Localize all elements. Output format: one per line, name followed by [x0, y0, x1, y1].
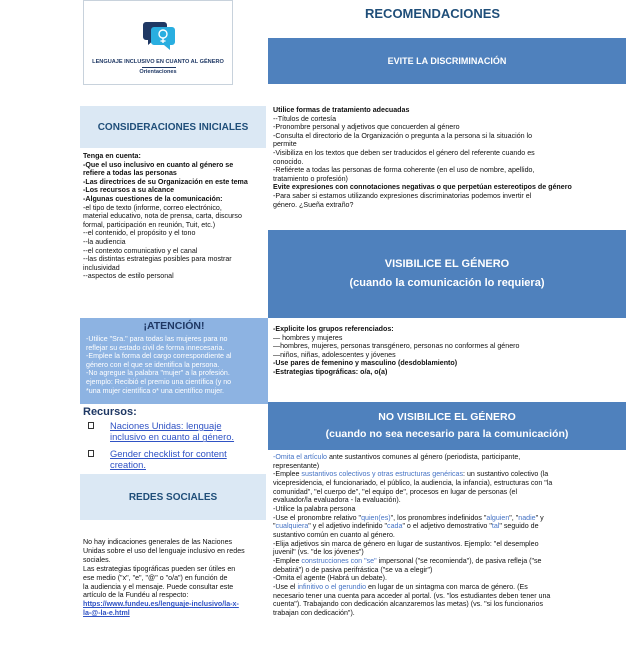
visibilice-subtitle: (cuando la comunicación lo requiera)	[349, 277, 545, 289]
plain-text: ante sustantivos comunes al género (periodista, participante,	[327, 453, 521, 461]
logo	[83, 0, 233, 85]
plain-text: "	[273, 522, 276, 531]
consideraciones-body	[83, 152, 248, 281]
novisibilice-subtitle: (cuando no sea necesario para la comunicación)	[325, 428, 569, 440]
novisibilice-body	[273, 453, 552, 617]
highlight-text: quien(es)	[361, 513, 391, 522]
text-line	[273, 522, 552, 531]
text-line: *una mujer científica o* una científico mujer.	[86, 386, 225, 395]
text-line: -Que el uso inclusivo en cuanto al género se	[83, 160, 234, 169]
fundeu-link[interactable]: la-@-la-e.html	[83, 609, 130, 618]
highlight-text: alguien	[486, 513, 510, 522]
text-line: --las distintas estrategias posibles para mostrar	[83, 255, 232, 264]
text-line: --aspectos de estilo personal	[83, 272, 174, 281]
text-line: refiere a todas las personas	[83, 169, 177, 178]
text-line: —niños, niñas, adolescentes y jóvenes	[273, 350, 396, 359]
text-line: -Pronombre personal y adjetivos que concuerden al género	[273, 123, 460, 132]
text-line	[273, 540, 552, 549]
text-line: artículo de la Fundéu al respecto:	[83, 591, 189, 600]
plain-text: -Emplee	[273, 556, 302, 565]
text-line: género con el que se identifica la persona.	[86, 360, 220, 369]
document-icon	[88, 450, 94, 457]
text-line: --el contexto comunicativo y el canal	[83, 246, 198, 255]
redes-body	[83, 538, 245, 618]
text-line	[273, 496, 552, 505]
text-line: ejemplo: Recibió el premio una científica (y no	[86, 377, 232, 386]
text-line: -Algunas cuestiones de la comunicación:	[83, 194, 223, 203]
redes-header: REDES SOCIALES	[80, 474, 266, 520]
text-line	[273, 548, 552, 557]
plain-text: " y	[535, 513, 544, 522]
plain-text: -Use el pronombre relativo "	[273, 513, 362, 522]
text-line: — hombres y mujeres	[273, 333, 343, 342]
text-line: Las estrategias tipográficas pueden ser útiles en	[83, 564, 236, 573]
logo-subtitle: Orientaciones	[139, 69, 177, 75]
text-line: -Las directrices de su Organización en este tema	[83, 177, 248, 186]
text-line: -Emplee la forma del cargo correspondiente al	[86, 352, 232, 361]
text-line: -Visibiliza en los textos que deben ser traducidos el género del referente cuando es	[273, 148, 535, 157]
plain-text: " seguido de	[499, 522, 539, 531]
text-line: --Títulos de cortesía	[273, 114, 337, 123]
text-line	[273, 531, 552, 540]
highlight-text: -Omita el artículo	[273, 453, 328, 461]
text-line	[273, 574, 552, 583]
plain-text: vicepresidencia, el funcionariado, el público, la audiencia, la infancia), estructuras con "la	[273, 478, 553, 487]
plain-text: " o el adjetivo demostrativo "	[402, 522, 492, 531]
highlight-text: construcciones con "se"	[301, 556, 377, 565]
recursos-title: Recursos:	[83, 406, 137, 418]
plain-text: debatirá") o de pasiva perifrástica ("se va a elegir")	[273, 565, 433, 574]
text-line: Utilice formas de tratamiento adecuadas	[273, 106, 410, 114]
atencion-box	[80, 318, 268, 404]
plain-text: -Omita el agente (Habrá un debate).	[273, 574, 387, 583]
plain-text: ", los pronombres indefinidos "	[390, 513, 487, 522]
evite-header	[268, 38, 626, 84]
text-line	[273, 592, 552, 601]
plain-text: -Utilice la palabra persona	[273, 504, 356, 513]
plain-text: sustantivo común en cuanto al género.	[273, 530, 395, 539]
highlight-text: infinitivo o el gerundio	[297, 582, 367, 591]
text-line: -Para saber si estamos utilizando expresiones discriminatorias podemos invertir el	[273, 191, 532, 200]
plain-text: : un sustantivo colectivo (la	[463, 470, 549, 479]
recurso-link-line: creation.	[110, 459, 146, 471]
evite-title: EVITE LA DISCRIMINACIÓN	[387, 56, 507, 66]
text-line	[273, 462, 552, 471]
text-line: -Use pares de femenino y masculino (desdoblamiento)	[273, 359, 458, 368]
recurso-link-line: Gender checklist for content	[110, 448, 227, 459]
atencion-title: ¡ATENCIÓN!	[143, 320, 205, 332]
text-line	[273, 505, 552, 514]
text-line	[273, 557, 552, 566]
text-line: -Consulta el directorio de la Organización o pregunta a la persona si la situación lo	[273, 131, 533, 140]
text-line	[273, 453, 552, 462]
logo-divider	[142, 67, 176, 68]
atencion-body	[86, 335, 232, 395]
plain-text: -Emplee	[273, 470, 302, 479]
text-line: la audiencia y el mensaje. Puede consultar este	[83, 582, 234, 591]
evite-body	[273, 106, 572, 209]
highlight-text: sustantivos colectivos y otras estructuras genéricas	[301, 470, 464, 479]
text-line	[273, 479, 552, 488]
text-line: -Los recursos a su alcance	[83, 186, 175, 195]
plain-text: impersonal ("se recomienda"), de pasiva refleja ("se	[376, 556, 542, 565]
text-line: -Refiérete a todas las personas de forma coherente (en el uso de nombre, apellido,	[273, 166, 535, 175]
visibilice-body	[273, 325, 519, 377]
plain-text: " y el adjetivo indefinido "	[308, 522, 388, 531]
consideraciones-header: CONSIDERACIONES INICIALES	[80, 106, 266, 148]
plain-text: en lugar de un sintagma con marca de género. (Es	[366, 582, 528, 591]
text-line	[273, 609, 552, 618]
plain-text: trabajan con dedicación").	[273, 608, 355, 617]
text-line: Evite expresiones con connotaciones negativas o que perpetúan estereotipos de género	[273, 183, 572, 192]
text-line	[273, 583, 552, 592]
text-line: -Utilice "Sra." para todas las mujeres para no	[86, 335, 228, 343]
text-line: género. ¿Sueña extraño?	[273, 200, 354, 209]
recurso-link-line: Naciones Unidas: lenguaje	[110, 420, 222, 431]
text-line: reflejar su estado civil de forma innecesaria.	[86, 343, 225, 352]
recurso-link[interactable]	[110, 420, 234, 443]
recurso-link[interactable]	[110, 448, 227, 471]
plain-text: evaluador/la evaluadora - la evaluación).	[273, 496, 401, 505]
recurso-link-line: inclusivo en cuanto al género.	[110, 431, 235, 443]
text-line: formal, participación en reunión, Tuit, etc.)	[83, 220, 216, 229]
highlight-text: cualquiera	[275, 522, 309, 531]
text-line: tratamiento o profesión)	[273, 174, 348, 183]
text-line: Tenga en cuenta:	[83, 152, 141, 160]
plain-text: -Elija adjetivos sin marca de género en lugar de sustantivos. Ejemplo: "el desempleo	[273, 539, 539, 548]
text-line: -No agregue la palabra "mujer" a la profesión.	[86, 369, 230, 378]
plain-text: comunidad", "el cuerpo de", "el equipo de", procesos en lugar de personas (el	[273, 487, 518, 496]
highlight-text: cada	[387, 522, 403, 531]
text-line	[273, 470, 552, 479]
text-line: inclusividad	[83, 263, 120, 272]
document-icon	[88, 422, 94, 429]
chat-bubbles-gender-icon	[142, 18, 176, 54]
novisibilice-header	[268, 402, 626, 450]
text-line: --el contenido, el propósito y el tono	[83, 229, 196, 238]
text-line: Unidas sobre el uso del lenguaje inclusivo en redes	[83, 546, 245, 555]
text-line: —hombres, mujeres, personas transgénero, personas no conformes al género	[273, 342, 520, 351]
novisibilice-title: NO VISIBILICE EL GÉNERO	[378, 411, 516, 423]
page-title: RECOMENDACIONES	[365, 6, 501, 21]
visibilice-title: VISIBILICE EL GÉNERO	[384, 258, 510, 270]
plain-text: cuenta"). Trabajando con dedicación alcanzaremos las metas) (vs. "si los funcionarios	[273, 600, 544, 609]
visibilice-header	[268, 230, 626, 318]
text-line	[273, 600, 552, 609]
plain-text: representante)	[273, 461, 320, 470]
text-line: -Estrategias tipográficas: o/a, o(a)	[273, 367, 388, 376]
plain-text: juvenil" (vs. "de los jóvenes")	[273, 548, 364, 557]
text-line	[273, 566, 552, 575]
fundeu-link[interactable]: https://www.fundeu.es/lenguaje-inclusivo/la-x-	[83, 600, 239, 609]
text-line	[273, 488, 552, 497]
text-line: sociales.	[83, 555, 111, 564]
highlight-text: nadie	[518, 513, 536, 522]
text-line: conocido.	[273, 157, 304, 166]
text-line: --la audiencia	[83, 237, 126, 246]
plain-text: necesario tener una cuenta para acceder al portal. (vs. "los estudiantes deben tener una	[273, 591, 551, 600]
plain-text: ", "	[509, 513, 519, 522]
text-line: -Explicite los grupos referenciados:	[273, 325, 394, 333]
highlight-text: tal	[491, 522, 500, 531]
plain-text: -Use el	[273, 582, 298, 591]
text-line	[273, 514, 552, 523]
text-line: No hay indicaciones generales de las Naciones	[83, 538, 233, 546]
logo-title: LENGUAJE INCLUSIVO EN CUANTO AL GÉNERO	[92, 59, 224, 65]
text-line: ese medio ("x", "e", "@" o "o/a") en función de	[83, 573, 228, 582]
text-line: material educativo, nota de prensa, carta, discurso	[83, 212, 242, 221]
text-line: permite	[273, 140, 297, 149]
text-line: -el tipo de texto (informe, correo electrónico,	[83, 203, 222, 212]
